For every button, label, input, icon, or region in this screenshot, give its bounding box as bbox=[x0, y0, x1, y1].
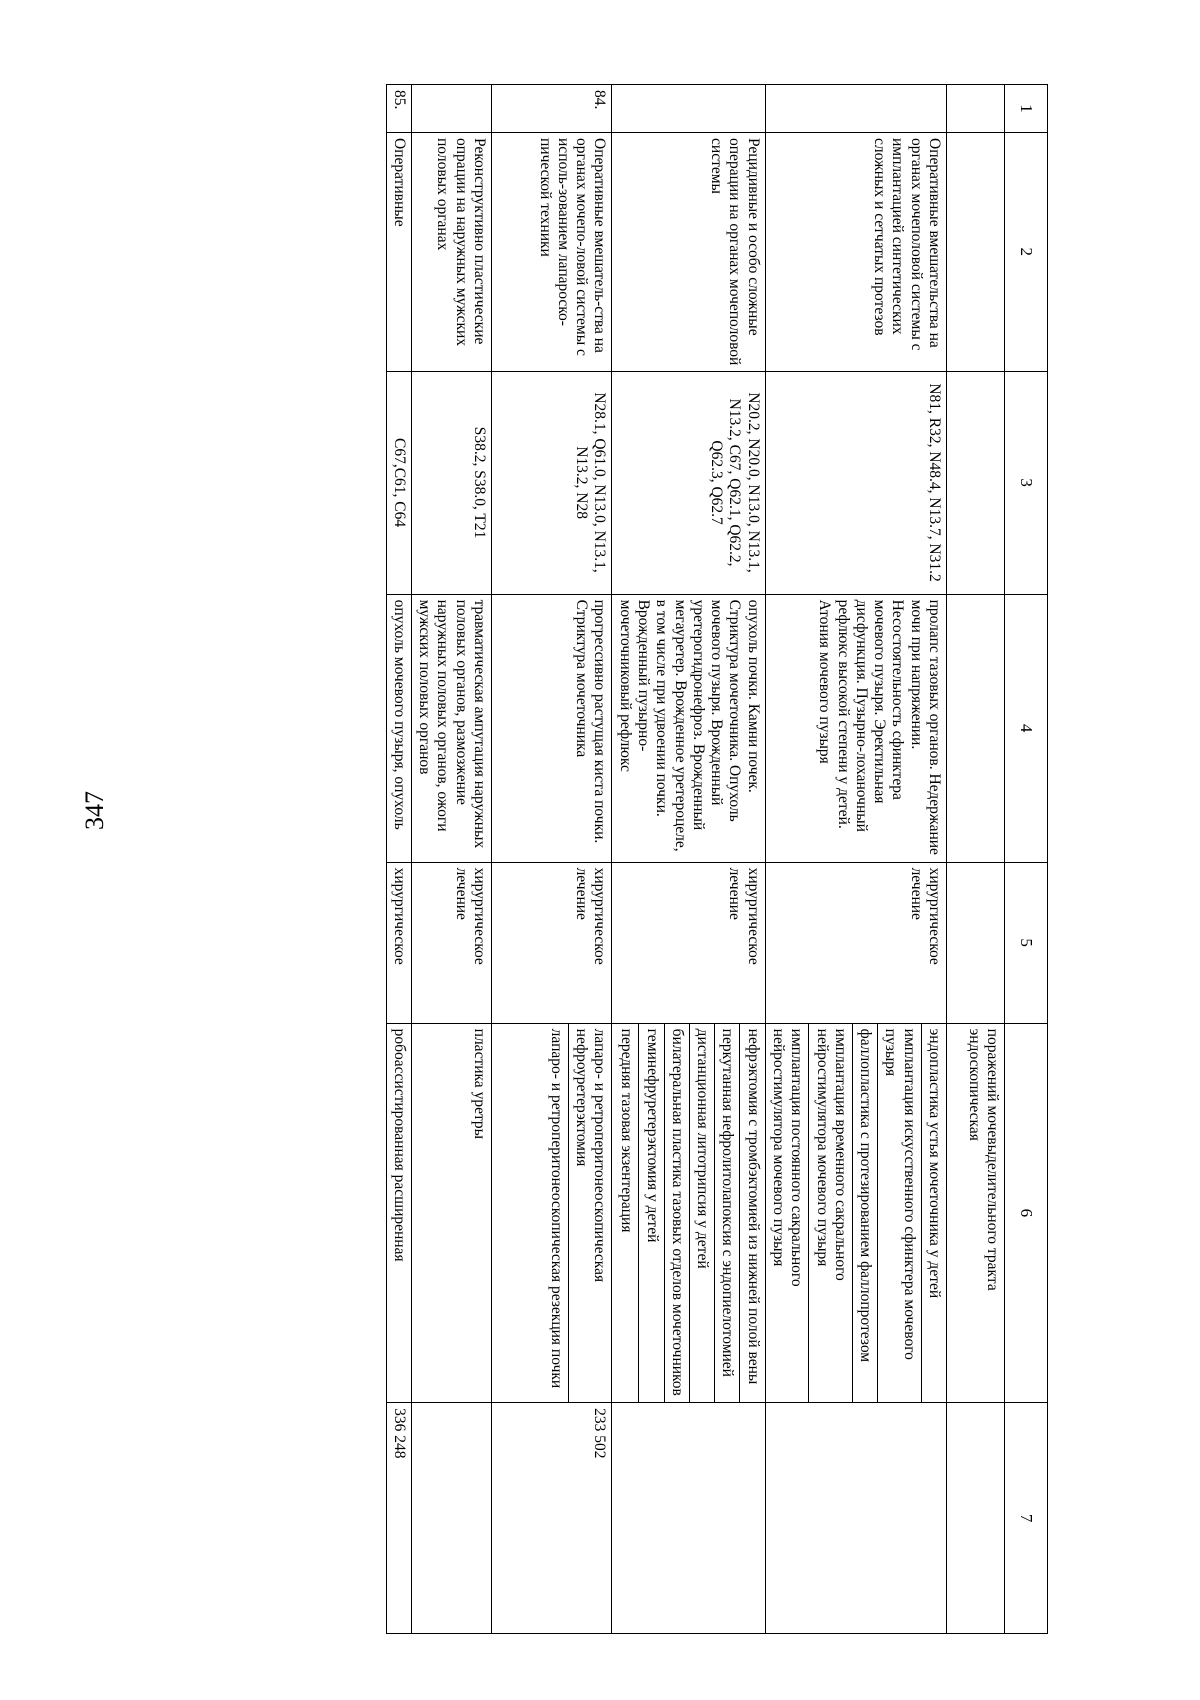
column-header: 4 bbox=[1005, 594, 1048, 862]
treatment-methods-cell bbox=[491, 1023, 612, 1403]
treatment-method: лапаро- и ретроперитонеоскопическая резекция почки bbox=[492, 1024, 569, 1403]
table-row bbox=[386, 85, 411, 1634]
cost-value: 233 502 bbox=[491, 1403, 612, 1634]
treatment-type bbox=[947, 862, 1005, 1023]
rotated-table-wrapper bbox=[108, 84, 1048, 1634]
patient-model: травматическая ампутация наружных половых органов, размозжение наружных половых органов, ожоги мужских половых органов bbox=[411, 594, 491, 862]
treatment-type: хирургическое лечение bbox=[411, 862, 491, 1023]
cost-value bbox=[411, 1403, 491, 1634]
treatment-type: хирургическое bbox=[386, 862, 411, 1023]
column-header: 2 bbox=[1005, 133, 1048, 372]
column-header: 5 bbox=[1005, 862, 1048, 1023]
cost-value bbox=[765, 1403, 946, 1634]
treatment-type: хирургическое лечение bbox=[491, 862, 612, 1023]
patient-model: опухоль мочевого пузыря, опухоль bbox=[386, 594, 411, 862]
group-name bbox=[947, 133, 1005, 372]
row-number bbox=[411, 85, 491, 133]
row-number bbox=[947, 85, 1005, 133]
table-row bbox=[765, 85, 946, 1634]
group-name: Рецидивные и особо сложные операции на органах мочеполовой системы bbox=[612, 133, 765, 372]
diagnosis-codes: N20.2, N20.0, N13.0, N13.1, N13.2, C67, Q62.1, Q62.2, Q62.3, Q62.7 bbox=[612, 371, 765, 594]
diagnosis-codes bbox=[947, 371, 1005, 594]
diagnosis-codes: N81, R32, N48.4, N13.7, N31.2 bbox=[765, 371, 946, 594]
treatment-method: поражений мочевыделительного тракта эндоскопическая bbox=[947, 1023, 1005, 1403]
column-header: 3 bbox=[1005, 371, 1048, 594]
row-number: 85. bbox=[386, 85, 411, 133]
treatment-method: дистанционная литотрипсия у детей bbox=[689, 1024, 714, 1403]
treatment-method: фаллопластика с протезированием фаллопротезом bbox=[852, 1024, 877, 1403]
treatment-method: билатеральная пластика тазовых отделов мочеточников bbox=[664, 1024, 689, 1403]
treatment-method: нефрэктомия с тромбэктомией из нижней полой вены bbox=[744, 1028, 762, 1385]
row-number bbox=[612, 85, 765, 133]
diagnosis-codes: N28.1, Q61.0, N13.0, N13.1, N13.2, N28 bbox=[491, 371, 612, 594]
treatment-methods-cell bbox=[612, 1023, 765, 1403]
treatment-method: имплантация искусственного сфинктера мочевого пузыря bbox=[878, 1024, 922, 1403]
treatment-method: лапаро- и ретроперитонеоскопическая нефроуретерэктомия bbox=[573, 1028, 609, 1283]
table-row bbox=[947, 85, 1005, 1634]
row-number: 84. bbox=[491, 85, 612, 133]
group-name: Оперативные вмешатель-ства на органах мочепо-ловой системы с исполь-зованием лапароско-пической техники bbox=[491, 133, 612, 372]
column-header: 6 bbox=[1005, 1023, 1048, 1403]
patient-model bbox=[947, 594, 1005, 862]
treatment-methods-list bbox=[492, 1024, 612, 1403]
column-header: 7 bbox=[1005, 1403, 1048, 1634]
table-row bbox=[491, 85, 612, 1634]
treatment-type: хирургическое лечение bbox=[612, 862, 765, 1023]
treatment-methods-list bbox=[766, 1024, 946, 1403]
treatment-method: передняя тазовая экзентерация bbox=[614, 1024, 639, 1403]
page-number: 347 bbox=[80, 791, 109, 830]
patient-model: прогрессивно растущая киста почки. Стриктура мочеточника bbox=[491, 594, 612, 862]
treatment-method: робоассистированная расширенная bbox=[386, 1023, 411, 1403]
cost-value bbox=[612, 1403, 765, 1634]
column-header: 1 bbox=[1005, 85, 1048, 133]
patient-model: опухоль почки. Камни почек. Стриктура мочеточника. Опухоль мочевого пузыря. Врожденный уретерогидронефроз. Врожденный мегауретер. Врожденное уретероцеле, в том числе при удвоении почки. Врожденный пузырно-мочеточниковый рефлюкс bbox=[612, 594, 765, 862]
treatment-method: имплантация постоянного сакрального нейростимулятора мочевого пузыря bbox=[766, 1024, 809, 1403]
row-number bbox=[765, 85, 946, 133]
treatment-method: пластика уретры bbox=[411, 1023, 491, 1403]
treatment-method: имплантация временного сакрального нейростимулятора мочевого пузыря bbox=[809, 1024, 853, 1403]
treatment-method: геминефруретерэктомия у детей bbox=[639, 1024, 664, 1403]
table-row bbox=[411, 85, 491, 1634]
cost-value: 336 248 bbox=[386, 1403, 411, 1634]
treatment-methods-list bbox=[614, 1024, 765, 1403]
patient-model: пролапс тазовых органов. Недержание мочи при напряжении. Несостоятельность сфинктера мочевого пузыря. Эректильная дисфункция. Пузырно-лоханочный рефлюкс высокой степени у детей. Атония мочевого пузыря bbox=[765, 594, 946, 862]
group-name: Оперативные bbox=[386, 133, 411, 372]
diagnosis-codes: C67,C61, C64 bbox=[386, 371, 411, 594]
treatment-method: перкутанная нефролитолапоксия с эндопиелотомией bbox=[715, 1024, 740, 1403]
treatment-methods-cell bbox=[765, 1023, 946, 1403]
table-row bbox=[612, 85, 765, 1634]
header-row bbox=[1005, 85, 1048, 1634]
cost-value bbox=[947, 1403, 1005, 1634]
diagnosis-codes: S38.2, S38.0, T21 bbox=[411, 371, 491, 594]
treatment-method: эндопластика устья мочеточника у детей bbox=[926, 1028, 943, 1299]
treatment-type: хирургическое лечение bbox=[765, 862, 946, 1023]
group-name: Реконструктивно пластические опрации на наружных мужских половых органах bbox=[411, 133, 491, 372]
procedures-table bbox=[386, 84, 1048, 1634]
group-name: Оперативные вмешательства на органах мочеполовой системы с имплантацией синтетических сложных и сетчатых протезов bbox=[765, 133, 946, 372]
